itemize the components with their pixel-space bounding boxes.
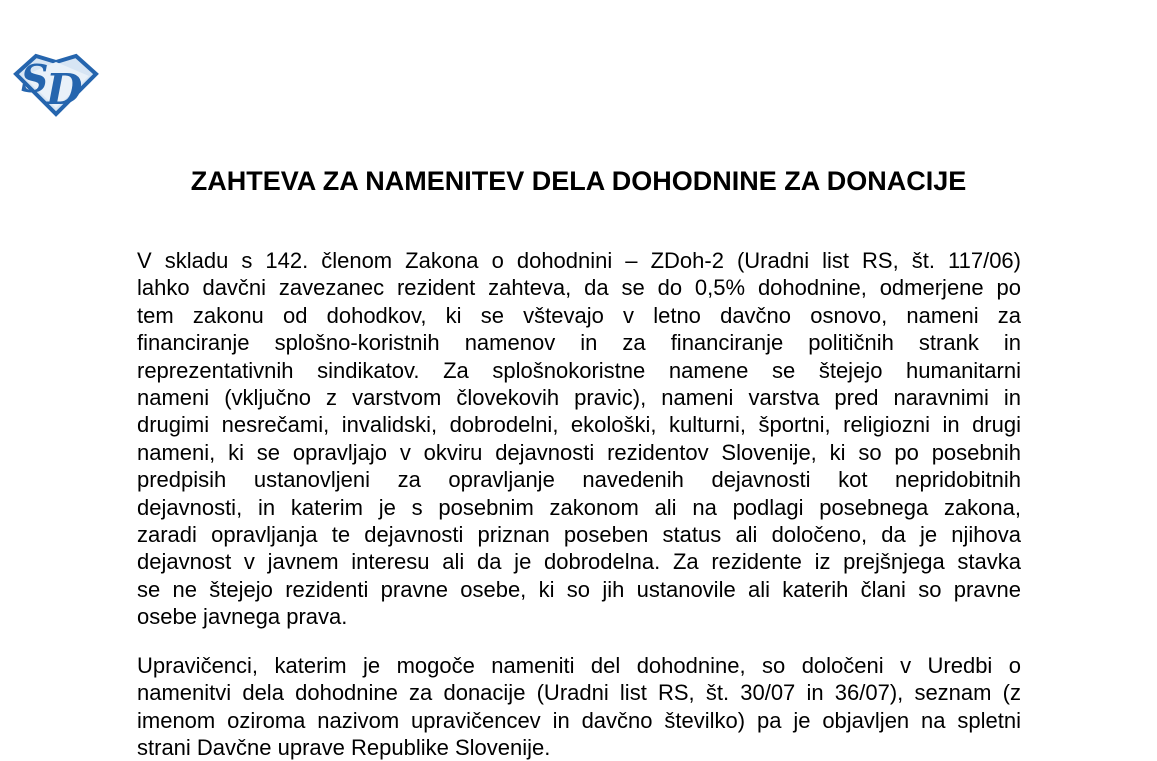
- text-line: dejavnosti, in katerim je s posebnim zakonom ali na podlagi posebnega zakona,: [137, 494, 1021, 520]
- text-line: tem zakonu od dohodkov, ki se vštevajo v letno davčno osnovo, nameni za: [137, 302, 1021, 328]
- text-line: predpisih ustanovljeni za opravljanje navedenih dejavnosti kot nepridobitnih: [137, 467, 1021, 493]
- sd-logo: [13, 52, 99, 118]
- text-line: dejavnost v javnem interesu ali da je dobrodelna. Za rezidente iz prejšnjega stavka: [137, 549, 1021, 575]
- document-title: ZAHTEVA ZA NAMENITEV DELA DOHODNINE ZA DONACIJE: [190, 166, 967, 196]
- text-line: Upravičenci, katerim je mogoče nameniti del dohodnine, so določeni v Uredbi o: [137, 652, 1021, 678]
- text-line: nameni, ki se opravljajo v okviru dejavnosti rezidentov Slovenije, ki so po posebnih: [137, 439, 1021, 465]
- document-body: [137, 247, 1021, 761]
- text-line: imenom oziroma nazivom upravičencev in davčno številko) pa je objavljen na spletni: [137, 707, 1021, 733]
- text-line: lahko davčni zavezanec rezident zahteva, da se do 0,5% dohodnine, odmerjene po: [137, 275, 1021, 301]
- text-line: strani Davčne uprave Republike Slovenije.: [137, 734, 551, 760]
- text-line: namenitvi dela dohodnine za donacije (Uradni list RS, št. 30/07 in 36/07), seznam (z: [137, 680, 1021, 706]
- text-line: osebe javnega prava.: [137, 604, 348, 630]
- text-line: nameni (vključno z varstvom človekovih pravic), nameni varstva pred naravnimi in: [137, 385, 1021, 411]
- logo-letter-s: S: [21, 56, 49, 101]
- text-line: se ne štejejo rezidenti pravne osebe, ki so jih ustanovile ali katerih člani so pravne: [137, 576, 1021, 602]
- paragraph-2: [137, 652, 1021, 761]
- text-line: drugimi nesrečami, invalidski, dobrodelni, ekološki, kulturni, športni, religiozni in drugi: [137, 412, 1021, 438]
- text-line: zaradi opravljanja te dejavnosti priznan poseben status ali določeno, da je njihova: [137, 522, 1021, 548]
- logo-letter-d: D: [46, 65, 83, 114]
- paragraph-1: [137, 247, 1021, 631]
- text-line: financiranje splošno-koristnih namenov in za financiranje političnih strank in: [137, 330, 1021, 356]
- paragraph-spacer: [137, 631, 1021, 652]
- sd-diamond-icon: [13, 52, 99, 118]
- text-line: reprezentativnih sindikatov. Za splošnokoristne namene se štejejo humanitarni: [137, 357, 1021, 383]
- text-line: V skladu s 142. členom Zakona o dohodnini – ZDoh-2 (Uradni list RS, št. 117/06): [137, 248, 1021, 273]
